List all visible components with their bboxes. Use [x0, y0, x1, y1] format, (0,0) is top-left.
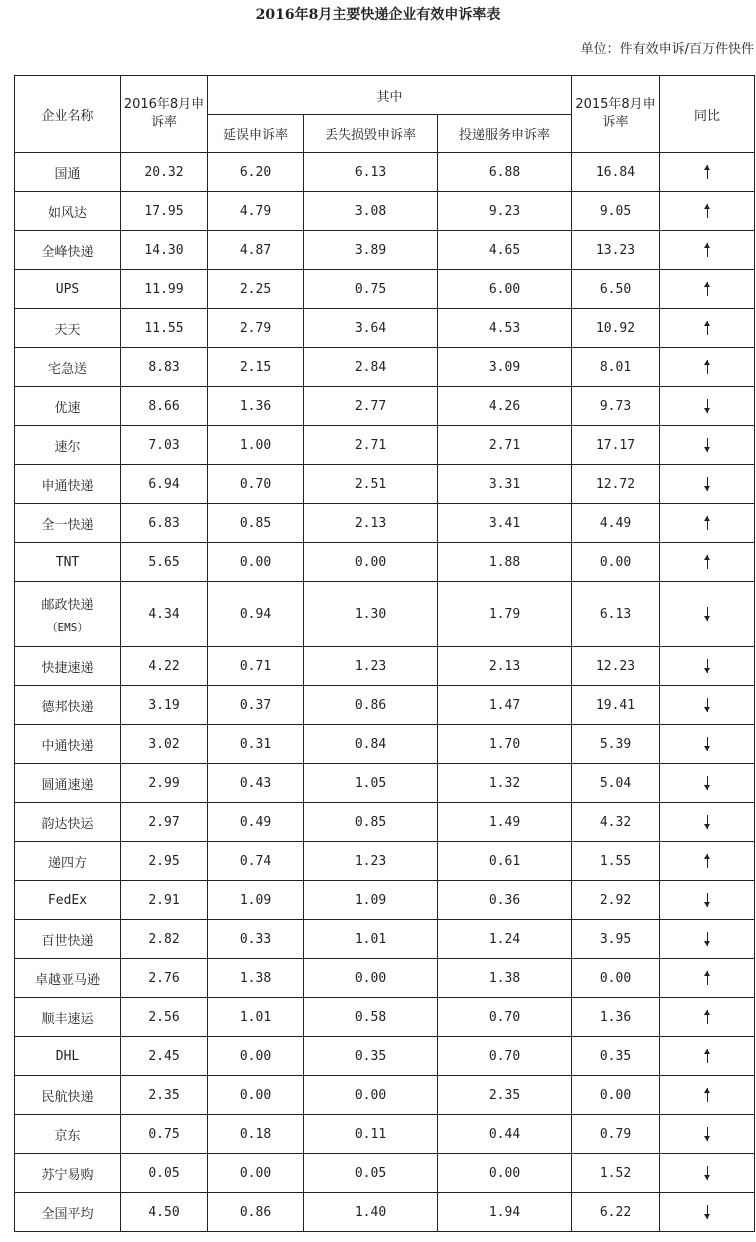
table-row [15, 1154, 755, 1193]
arrow-up-icon [704, 321, 711, 335]
rate-2016-cell: 0.75 [121, 1115, 208, 1154]
rate-2016-cell: 11.55 [121, 309, 208, 348]
company-name: 递四方 [47, 855, 87, 871]
service-cell: 1.49 [438, 803, 572, 842]
service-cell: 3.09 [438, 348, 572, 387]
delay-cell: 0.37 [208, 686, 304, 725]
delay-cell: 0.18 [208, 1115, 304, 1154]
service-cell: 0.70 [438, 1037, 572, 1076]
company-name-cell [15, 348, 121, 387]
delay-cell: 0.74 [208, 842, 304, 881]
service-cell: 1.24 [438, 920, 572, 959]
loss-cell: 0.86 [304, 686, 438, 725]
company-name: 如风达 [47, 205, 87, 221]
rate-2015-cell: 8.01 [572, 348, 660, 387]
yoy-cell [660, 231, 755, 270]
yoy-cell [660, 192, 755, 231]
header-of-which: 其中 [208, 76, 572, 115]
company-name-cell [15, 725, 121, 764]
company-name-cell [15, 1115, 121, 1154]
loss-cell: 1.01 [304, 920, 438, 959]
rate-2016-cell: 8.83 [121, 348, 208, 387]
header-delay: 延误申诉率 [208, 115, 304, 153]
rate-2015-cell: 6.50 [572, 270, 660, 309]
service-cell: 9.23 [438, 192, 572, 231]
yoy-cell [660, 387, 755, 426]
loss-cell: 1.23 [304, 842, 438, 881]
delay-cell: 0.49 [208, 803, 304, 842]
rate-2015-cell: 16.84 [572, 153, 660, 192]
table-row [15, 1076, 755, 1115]
company-name: 宅急送 [47, 361, 87, 377]
table-row [15, 270, 755, 309]
company-name: 优速 [54, 400, 81, 416]
company-name: 德邦快递 [41, 699, 94, 715]
rate-2016-cell: 2.99 [121, 764, 208, 803]
company-name-cell [15, 426, 121, 465]
service-cell: 3.41 [438, 504, 572, 543]
yoy-cell [660, 1154, 755, 1193]
rate-2015-cell: 0.00 [572, 543, 660, 582]
rate-2015-cell: 1.55 [572, 842, 660, 881]
header-rate-2015: 2015年8月申诉率 [572, 76, 660, 153]
arrow-up-icon [704, 165, 711, 179]
loss-cell: 1.40 [304, 1193, 438, 1232]
loss-cell: 2.71 [304, 426, 438, 465]
rate-2016-cell: 8.66 [121, 387, 208, 426]
company-name: 全峰快递 [41, 244, 94, 260]
service-cell: 2.35 [438, 1076, 572, 1115]
company-name: 全国平均 [41, 1206, 94, 1222]
yoy-cell [660, 543, 755, 582]
arrow-down-icon [704, 1205, 711, 1219]
table-row [15, 582, 755, 647]
rate-2016-cell: 3.19 [121, 686, 208, 725]
company-name: 卓越亚马逊 [34, 972, 100, 988]
header-row-1 [15, 76, 755, 115]
delay-cell: 6.20 [208, 153, 304, 192]
service-cell: 1.79 [438, 582, 572, 647]
delay-cell: 4.79 [208, 192, 304, 231]
loss-cell: 0.75 [304, 270, 438, 309]
arrow-down-icon [704, 932, 711, 946]
rate-2016-cell: 4.34 [121, 582, 208, 647]
table-row [15, 686, 755, 725]
service-cell: 2.71 [438, 426, 572, 465]
rate-2015-cell: 0.00 [572, 959, 660, 998]
arrow-up-icon [704, 243, 711, 257]
yoy-cell [660, 1193, 755, 1232]
company-name-cell [15, 1193, 121, 1232]
company-name-cell [15, 920, 121, 959]
arrow-down-icon [704, 659, 711, 673]
header-company: 企业名称 [15, 76, 121, 153]
company-name: FedEx [47, 892, 88, 908]
loss-cell: 3.89 [304, 231, 438, 270]
rate-2016-cell: 3.02 [121, 725, 208, 764]
company-name: 天天 [54, 322, 81, 338]
rate-2016-cell: 2.97 [121, 803, 208, 842]
complaint-rate-table [14, 75, 755, 1232]
arrow-up-icon [704, 1049, 711, 1063]
loss-cell: 0.58 [304, 998, 438, 1037]
delay-cell: 0.71 [208, 647, 304, 686]
table-row [15, 387, 755, 426]
loss-cell: 6.13 [304, 153, 438, 192]
rate-2015-cell: 0.00 [572, 1076, 660, 1115]
table-row [15, 764, 755, 803]
rate-2016-cell: 2.76 [121, 959, 208, 998]
loss-cell: 0.11 [304, 1115, 438, 1154]
rate-2016-cell: 6.94 [121, 465, 208, 504]
table-row [15, 348, 755, 387]
rate-2015-cell: 6.13 [572, 582, 660, 647]
company-name: 速尔 [54, 439, 81, 455]
service-cell: 6.88 [438, 153, 572, 192]
service-cell: 0.44 [438, 1115, 572, 1154]
service-cell: 1.47 [438, 686, 572, 725]
delay-cell: 2.25 [208, 270, 304, 309]
rate-2015-cell: 13.23 [572, 231, 660, 270]
rate-2015-cell: 0.35 [572, 1037, 660, 1076]
service-cell: 1.70 [438, 725, 572, 764]
yoy-cell [660, 1076, 755, 1115]
delay-cell: 0.33 [208, 920, 304, 959]
yoy-cell [660, 842, 755, 881]
rate-2015-cell: 17.17 [572, 426, 660, 465]
unit-note: 单位：件有效申诉/百万件快件 [580, 42, 754, 57]
service-cell: 4.26 [438, 387, 572, 426]
yoy-cell [660, 348, 755, 387]
arrow-down-icon [704, 815, 711, 829]
rate-2015-cell: 6.22 [572, 1193, 660, 1232]
rate-2016-cell: 2.45 [121, 1037, 208, 1076]
rate-2015-cell: 5.39 [572, 725, 660, 764]
loss-cell: 2.84 [304, 348, 438, 387]
yoy-cell [660, 426, 755, 465]
delay-cell: 1.09 [208, 881, 304, 920]
yoy-cell [660, 725, 755, 764]
yoy-cell [660, 764, 755, 803]
company-name-cell [15, 1154, 121, 1193]
rate-2016-cell: 4.50 [121, 1193, 208, 1232]
arrow-up-icon [704, 1010, 711, 1024]
rate-2016-cell: 2.91 [121, 881, 208, 920]
company-name-cell [15, 1037, 121, 1076]
header-rate-2016: 2016年8月申诉率 [121, 76, 208, 153]
table-row [15, 842, 755, 881]
yoy-cell [660, 686, 755, 725]
company-name-cell [15, 465, 121, 504]
loss-cell: 0.00 [304, 959, 438, 998]
company-name-cell [15, 543, 121, 582]
company-name: 中通快递 [41, 738, 94, 754]
arrow-up-icon [704, 555, 711, 569]
rate-2016-cell: 0.05 [121, 1154, 208, 1193]
arrow-up-icon [704, 204, 711, 218]
yoy-cell [660, 309, 755, 348]
rate-2015-cell: 12.23 [572, 647, 660, 686]
delay-cell: 1.38 [208, 959, 304, 998]
company-name-cell [15, 803, 121, 842]
service-cell: 0.36 [438, 881, 572, 920]
arrow-up-icon [704, 854, 711, 868]
rate-2015-cell: 10.92 [572, 309, 660, 348]
service-cell: 0.61 [438, 842, 572, 881]
table-row [15, 465, 755, 504]
rate-2015-cell: 4.49 [572, 504, 660, 543]
delay-cell: 1.01 [208, 998, 304, 1037]
company-name-cell [15, 881, 121, 920]
company-name: 韵达快运 [41, 816, 94, 832]
yoy-cell [660, 920, 755, 959]
service-cell: 1.88 [438, 543, 572, 582]
company-name: 京东 [54, 1128, 81, 1144]
table-row [15, 231, 755, 270]
arrow-down-icon [704, 1166, 711, 1180]
rate-2015-cell: 0.79 [572, 1115, 660, 1154]
company-name-cell [15, 998, 121, 1037]
yoy-cell [660, 465, 755, 504]
delay-cell: 0.00 [208, 543, 304, 582]
company-name: 邮政快递 [41, 597, 94, 613]
arrow-down-icon [704, 607, 711, 621]
rate-2015-cell: 5.04 [572, 764, 660, 803]
rate-2016-cell: 2.82 [121, 920, 208, 959]
company-name: 苏宁易购 [41, 1167, 94, 1183]
yoy-cell [660, 1037, 755, 1076]
company-name-cell [15, 959, 121, 998]
delay-cell: 0.86 [208, 1193, 304, 1232]
rate-2015-cell: 12.72 [572, 465, 660, 504]
loss-cell: 1.09 [304, 881, 438, 920]
service-cell: 0.70 [438, 998, 572, 1037]
company-name: TNT [55, 554, 80, 570]
yoy-cell [660, 153, 755, 192]
delay-cell: 0.00 [208, 1037, 304, 1076]
page-title: 2016年8月主要快递企业有效申诉率表 [255, 7, 501, 23]
yoy-cell [660, 582, 755, 647]
table-row [15, 504, 755, 543]
rate-2015-cell: 3.95 [572, 920, 660, 959]
rate-2016-cell: 2.35 [121, 1076, 208, 1115]
service-cell: 1.32 [438, 764, 572, 803]
table-row [15, 881, 755, 920]
delay-cell: 0.31 [208, 725, 304, 764]
loss-cell: 0.00 [304, 1076, 438, 1115]
company-name: 民航快递 [41, 1089, 94, 1105]
header-yoy: 同比 [660, 76, 755, 153]
table-row [15, 1037, 755, 1076]
arrow-down-icon [704, 893, 711, 907]
delay-cell: 0.94 [208, 582, 304, 647]
delay-cell: 1.36 [208, 387, 304, 426]
rate-2016-cell: 2.56 [121, 998, 208, 1037]
yoy-cell [660, 647, 755, 686]
company-name-cell [15, 582, 121, 647]
service-cell: 2.13 [438, 647, 572, 686]
company-name-cell [15, 192, 121, 231]
service-cell: 4.53 [438, 309, 572, 348]
table-row [15, 725, 755, 764]
loss-cell: 3.08 [304, 192, 438, 231]
header-loss: 丢失损毁申诉率 [304, 115, 438, 153]
service-cell: 3.31 [438, 465, 572, 504]
company-name: DHL [55, 1048, 80, 1064]
table-row [15, 426, 755, 465]
arrow-down-icon [704, 776, 711, 790]
delay-cell: 2.79 [208, 309, 304, 348]
table-row [15, 647, 755, 686]
rate-2016-cell: 2.95 [121, 842, 208, 881]
arrow-down-icon [704, 438, 711, 452]
delay-cell: 0.70 [208, 465, 304, 504]
table-row [15, 803, 755, 842]
table-row [15, 920, 755, 959]
company-name-cell [15, 387, 121, 426]
rate-2015-cell: 9.05 [572, 192, 660, 231]
arrow-up-icon [704, 360, 711, 374]
company-name-cell [15, 231, 121, 270]
loss-cell: 0.84 [304, 725, 438, 764]
rate-2015-cell: 4.32 [572, 803, 660, 842]
loss-cell: 2.13 [304, 504, 438, 543]
table-row [15, 153, 755, 192]
loss-cell: 0.85 [304, 803, 438, 842]
service-cell: 1.94 [438, 1193, 572, 1232]
delay-cell: 1.00 [208, 426, 304, 465]
company-name: 百世快递 [41, 933, 94, 949]
company-name: 快捷速递 [41, 660, 94, 676]
rate-2015-cell: 9.73 [572, 387, 660, 426]
company-name: 国通 [54, 166, 81, 182]
table-row [15, 959, 755, 998]
delay-cell: 0.00 [208, 1076, 304, 1115]
rate-2016-cell: 14.30 [121, 231, 208, 270]
loss-cell: 1.23 [304, 647, 438, 686]
table-row [15, 309, 755, 348]
yoy-cell [660, 1115, 755, 1154]
arrow-down-icon [704, 477, 711, 491]
company-name: 顺丰速运 [41, 1011, 94, 1027]
delay-cell: 4.87 [208, 231, 304, 270]
company-name-cell [15, 842, 121, 881]
company-name-cell [15, 504, 121, 543]
rate-2015-cell: 19.41 [572, 686, 660, 725]
company-name-cell [15, 270, 121, 309]
table-row [15, 192, 755, 231]
company-name-cell [15, 764, 121, 803]
arrow-up-icon [704, 282, 711, 296]
delay-cell: 0.43 [208, 764, 304, 803]
service-cell: 0.00 [438, 1154, 572, 1193]
delay-cell: 2.15 [208, 348, 304, 387]
table-row [15, 543, 755, 582]
service-cell: 4.65 [438, 231, 572, 270]
rate-2016-cell: 5.65 [121, 543, 208, 582]
delay-cell: 0.00 [208, 1154, 304, 1193]
header-service: 投递服务申诉率 [438, 115, 572, 153]
arrow-down-icon [704, 737, 711, 751]
rate-2016-cell: 7.03 [121, 426, 208, 465]
rate-2015-cell: 1.52 [572, 1154, 660, 1193]
arrow-up-icon [704, 516, 711, 530]
arrow-down-icon [704, 1127, 711, 1141]
loss-cell: 1.30 [304, 582, 438, 647]
yoy-cell [660, 959, 755, 998]
loss-cell: 1.05 [304, 764, 438, 803]
loss-cell: 2.51 [304, 465, 438, 504]
table-row [15, 998, 755, 1037]
company-name-cell [15, 647, 121, 686]
rate-2015-cell: 2.92 [572, 881, 660, 920]
rate-2015-cell: 1.36 [572, 998, 660, 1037]
yoy-cell [660, 270, 755, 309]
yoy-cell [660, 504, 755, 543]
arrow-up-icon [704, 1088, 711, 1102]
company-name-suffix: （EMS） [46, 620, 89, 634]
company-name: 圆通速递 [41, 777, 94, 793]
yoy-cell [660, 998, 755, 1037]
company-name: 全一快递 [41, 517, 94, 533]
rate-2016-cell: 6.83 [121, 504, 208, 543]
rate-2016-cell: 17.95 [121, 192, 208, 231]
rate-2016-cell: 4.22 [121, 647, 208, 686]
service-cell: 1.38 [438, 959, 572, 998]
company-name-cell [15, 153, 121, 192]
service-cell: 6.00 [438, 270, 572, 309]
table-row [15, 1193, 755, 1232]
loss-cell: 0.05 [304, 1154, 438, 1193]
arrow-up-icon [704, 971, 711, 985]
company-name-cell [15, 309, 121, 348]
yoy-cell [660, 803, 755, 842]
company-name-cell [15, 1076, 121, 1115]
delay-cell: 0.85 [208, 504, 304, 543]
company-name: 申通快递 [41, 478, 94, 494]
loss-cell: 2.77 [304, 387, 438, 426]
table-row [15, 1115, 755, 1154]
loss-cell: 0.00 [304, 543, 438, 582]
rate-2016-cell: 20.32 [121, 153, 208, 192]
arrow-down-icon [704, 698, 711, 712]
company-name: UPS [55, 281, 80, 297]
company-name-cell [15, 686, 121, 725]
loss-cell: 0.35 [304, 1037, 438, 1076]
yoy-cell [660, 881, 755, 920]
arrow-down-icon [704, 399, 711, 413]
rate-2016-cell: 11.99 [121, 270, 208, 309]
loss-cell: 3.64 [304, 309, 438, 348]
